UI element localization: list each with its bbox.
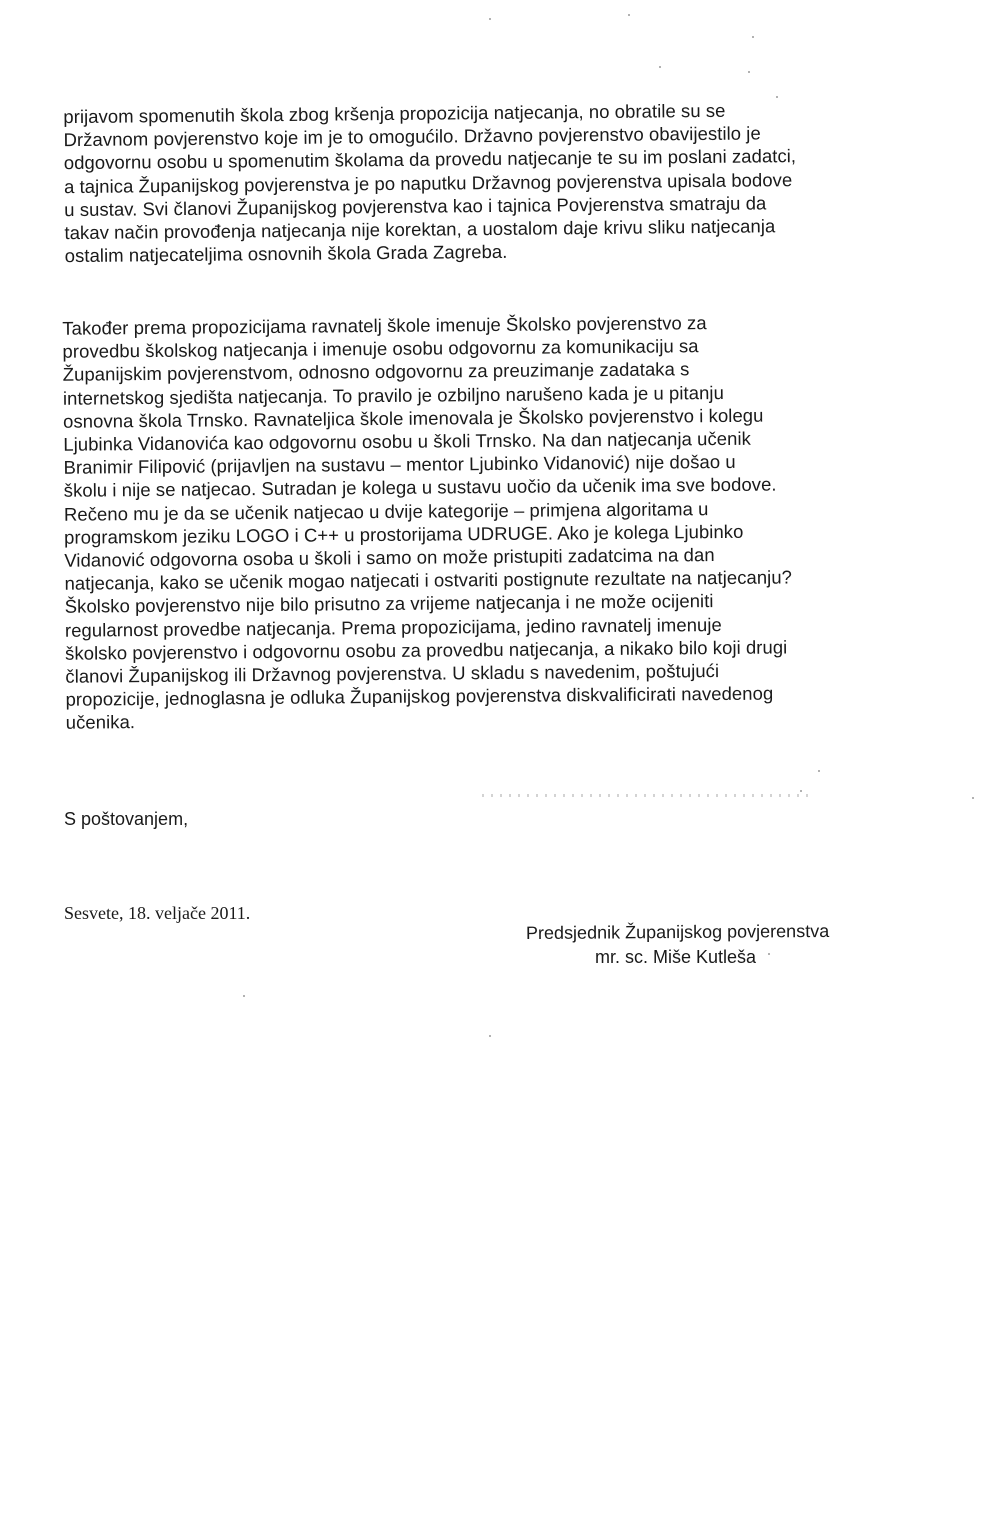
paragraph-1-line: a tajnica Županijskog povjerenstva je po naputku Državnog povjerenstva upisala bodove	[63, 168, 793, 197]
paragraph-1-line: u sustav. Svi članovi Županijskog povjerenstva kao i tajnica Povjerenstva smatraju da	[64, 192, 767, 220]
scan-speck	[752, 36, 754, 38]
paragraph-2-line: školsko povjerenstvo i odgovornu osobu za provedbu natjecanja, a nikako bilo koji drugi	[65, 636, 788, 664]
paragraph-2-line: Županijskim povjerenstvom, odnosno odgovornu za preuzimanje zadataka s	[62, 358, 690, 386]
paragraph-2-line: članovi Županijskog ili Državnog povjerenstva. U skladu s navedenim, poštujući	[65, 660, 720, 687]
paragraph-2-line: Rečeno mu je da se učenik natjecao u dvije kategorije – primjena algoritama u	[63, 497, 709, 525]
paragraph-1-line: ostalim natjecateljima osnovnih škola Grada Zagreba.	[64, 241, 508, 267]
scan-speck	[659, 66, 661, 68]
scan-speck	[489, 18, 491, 20]
paragraph-2-line: osnovna škola Trnsko. Ravnateljica škole imenovala je Školsko povjerenstvo i kolegu	[63, 404, 764, 432]
scan-speck	[489, 1035, 491, 1037]
paragraph-1-line: takav način provođenja natjecanja nije korektan, a uostalom daje krivu sliku natjecanja	[64, 215, 776, 244]
signature-name: mr. sc. Miše Kutleša	[595, 947, 757, 967]
paragraph-2-line: učenika.	[65, 711, 136, 734]
scan-speck	[800, 790, 802, 792]
scan-speck	[748, 71, 750, 73]
signature-title: Predsjednik Županijskog povjerenstva	[525, 920, 830, 944]
paragraph-1-line: Državnom povjerenstvo koje im je to omogućilo. Državno povjerenstvo obavijestilo je	[63, 122, 761, 151]
scan-speck	[243, 995, 245, 997]
scan-speck	[768, 953, 770, 955]
paragraph-2-line: provedbu školskog natjecanja i imenuje osobu odgovornu za komunikaciju sa	[62, 335, 699, 362]
paragraph-2-line: školu i nije se natjecao. Sutradan je kolega u sustavu uočio da učenik ima sve bodove.	[63, 473, 777, 502]
paragraph-2-line: propozicije, jednoglasna je odluka Županijskog povjerenstva diskvalificirati navedenog	[65, 682, 774, 710]
letter-date: Sesvete, 18. veljače 2011.	[64, 903, 251, 923]
paragraph-2-line: Branimir Filipović (prijavljen na sustavu – mentor Ljubinko Vidanović) nije došao u	[63, 451, 736, 478]
paragraph-2-line: Školsko povjerenstvo nije bilo prisutno za vrijeme natjecanja i ne može ocijeniti	[64, 590, 714, 618]
scan-speck	[628, 14, 630, 16]
paragraph-2-line: regularnost provedbe natjecanja. Prema propozicijama, jedino ravnatelj imenuje	[64, 613, 722, 641]
paragraph-2-line: Također prema propozicijama ravnatelj škole imenuje Školsko povjerenstvo za	[62, 312, 707, 339]
paragraph-1	[63, 97, 925, 268]
scan-smudge	[482, 794, 812, 797]
paragraph-2-line: Ljubinka Vidanovića kao odgovornu osobu u školi Trnsko. Na dan natjecanja učenik	[63, 427, 751, 455]
paragraph-2-line: natjecanja, kako se učenik mogao natjecati i ostvariti postignute rezultate na natjecanju?	[64, 566, 793, 594]
paragraph-2-line: Vidanović odgovorna osoba u školi i samo on može pristupiti zadatcima na dan	[64, 544, 715, 571]
scan-speck	[972, 797, 974, 799]
scan-speck	[818, 770, 820, 772]
paragraph-2-line: programskom jeziku LOGO i C++ u prostorijama UDRUGE. Ako je kolega Ljubinko	[64, 520, 744, 548]
paragraph-1-line: prijavom spomenutih škola zbog kršenja propozicija natjecanja, no obratile su se	[63, 99, 726, 128]
closing-salutation: S poštovanjem,	[64, 809, 189, 829]
paragraph-1-line: odgovornu osobu u spomenutim školama da provedu natjecanje te su im poslani zadatci,	[63, 145, 797, 174]
paragraph-2-line: internetskog sjedišta natjecanja. To pravilo je ozbiljno narušeno kada je u pitanju	[62, 381, 724, 409]
paragraph-2	[62, 309, 926, 734]
scan-speck	[776, 96, 778, 98]
